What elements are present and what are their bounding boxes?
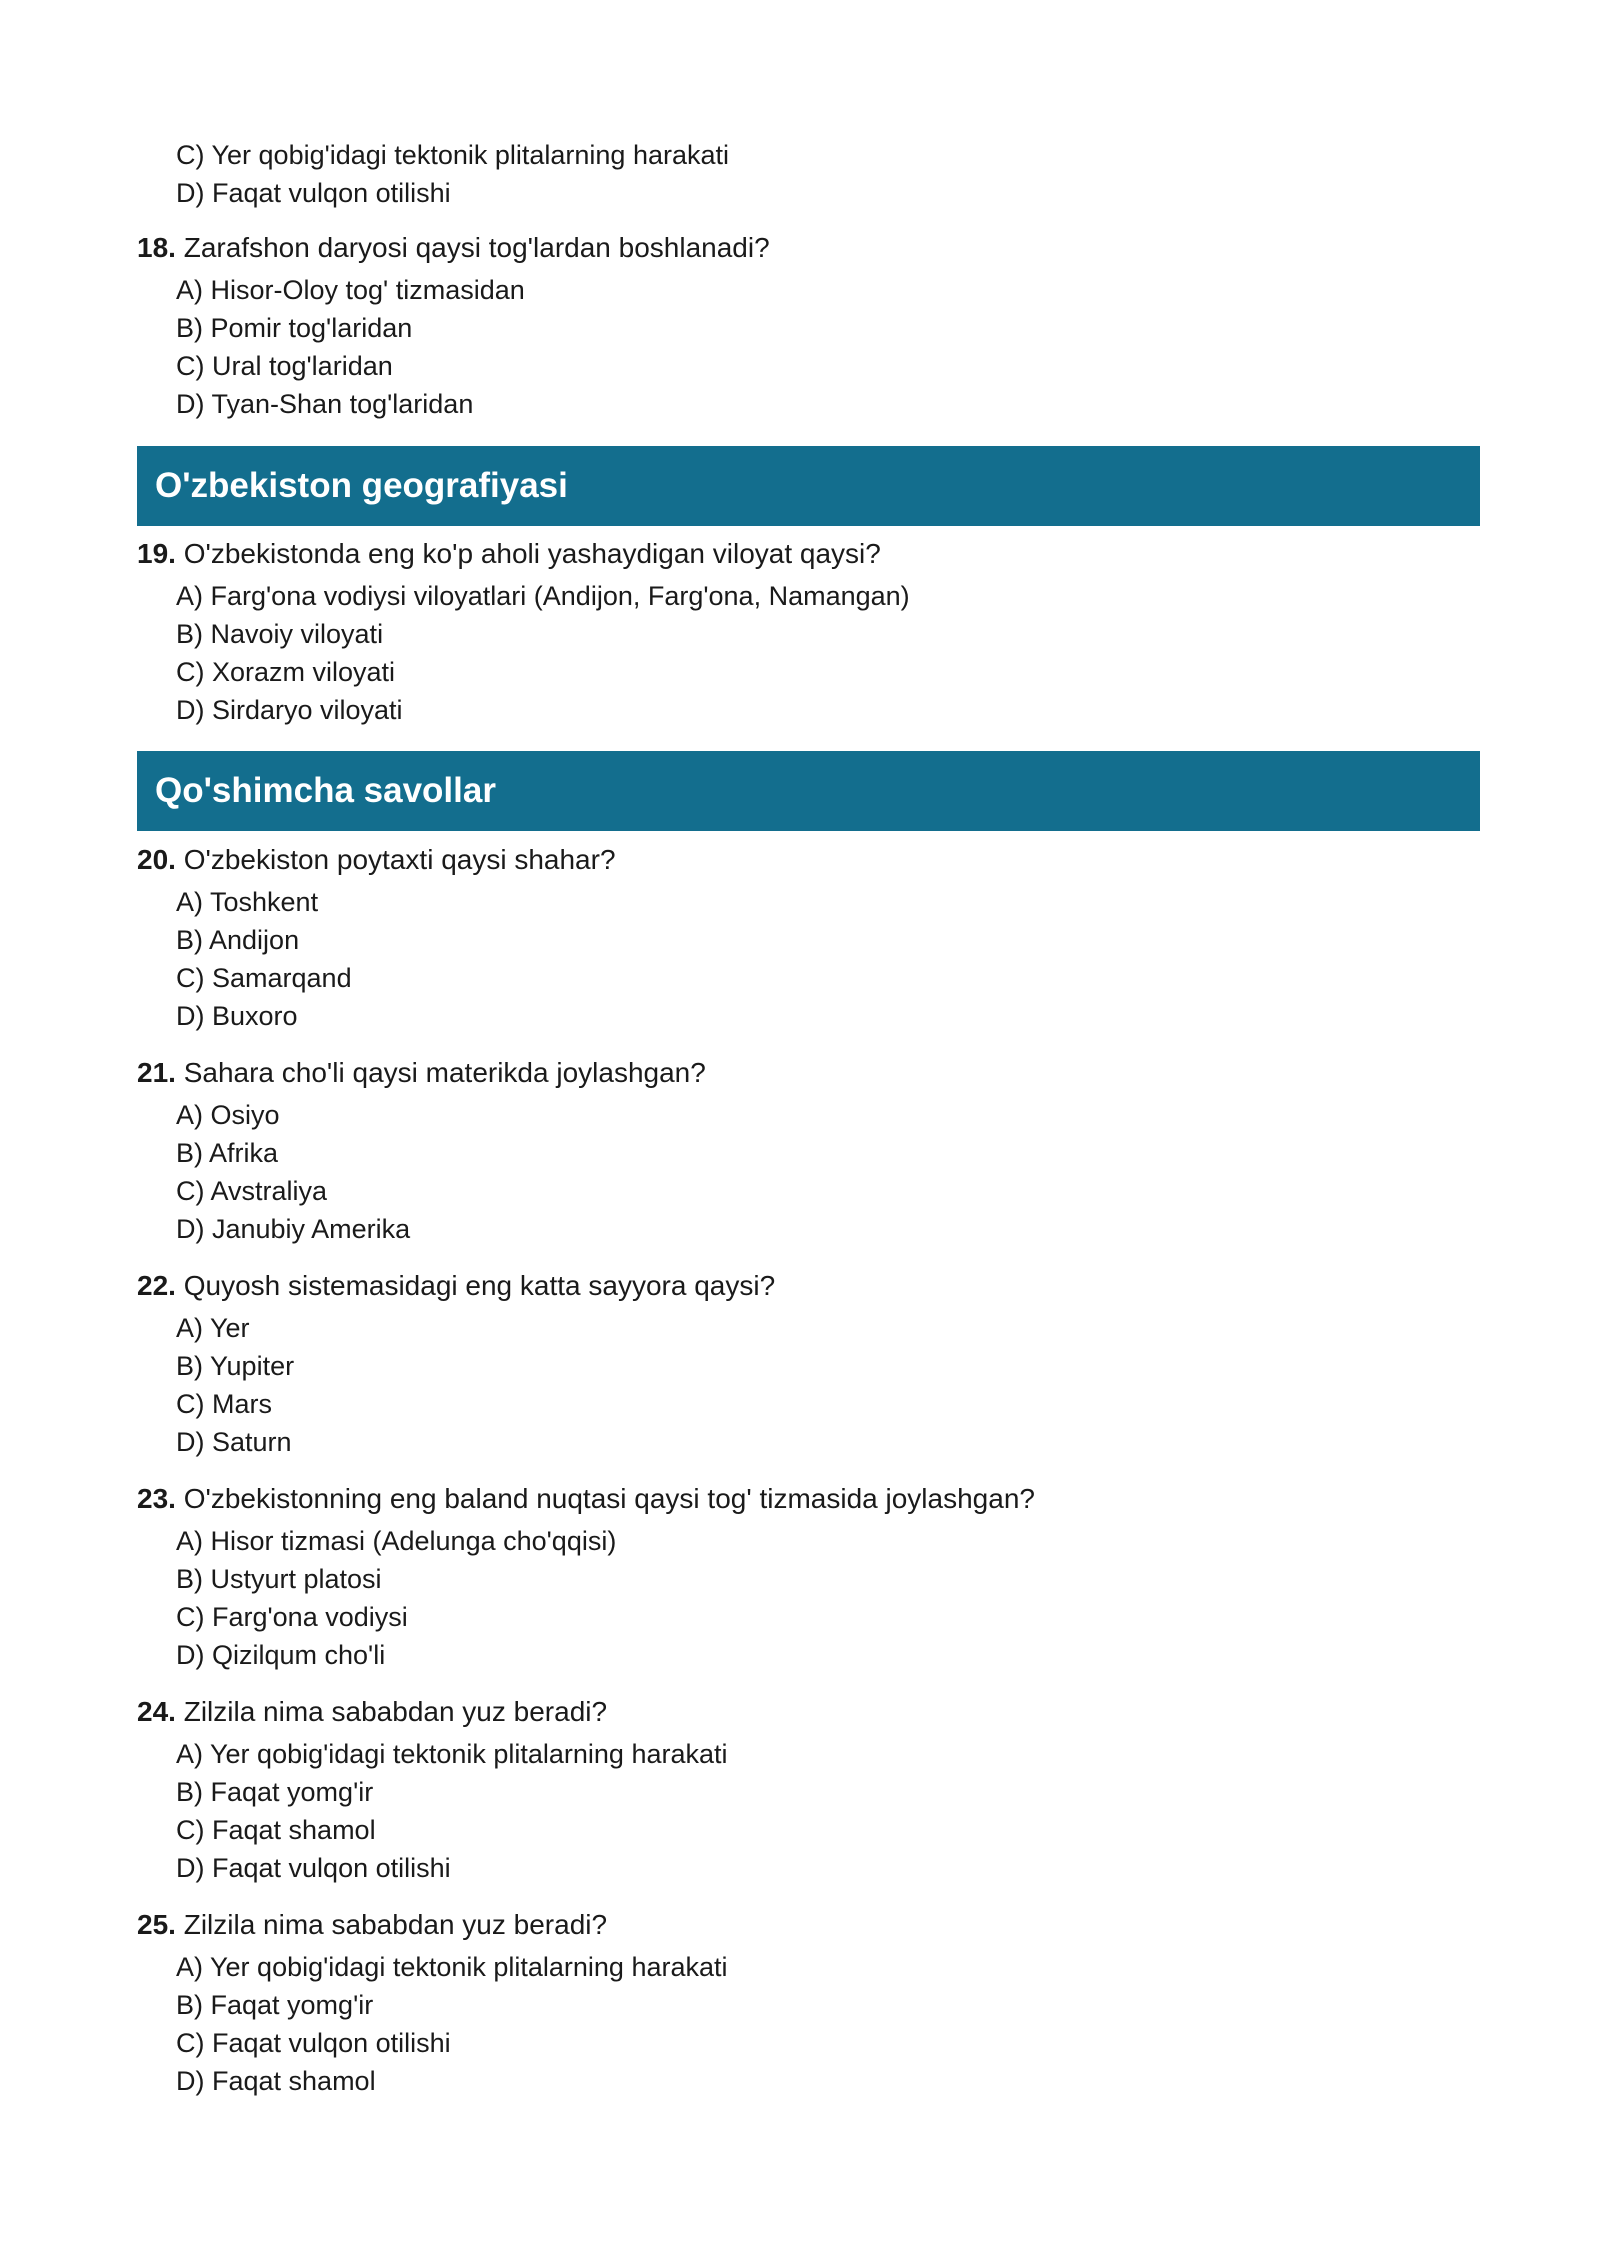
option-d: D) Saturn: [176, 1427, 292, 1457]
option-d: D) Janubiy Amerika: [176, 1214, 411, 1244]
question-title: [137, 1266, 1480, 1306]
option-a: A) Toshkent: [176, 887, 319, 917]
option-a: A) Hisor tizmasi (Adelunga cho'qqisi): [176, 1526, 617, 1556]
question-18: [137, 228, 1480, 423]
option-c: C) Mars: [176, 1389, 272, 1419]
option-a: A) Yer: [176, 1313, 250, 1343]
option-c: C) Avstraliya: [176, 1176, 328, 1206]
option-b: B) Faqat yomg'ir: [176, 1777, 374, 1807]
section-header-additional: Qo'shimcha savollar: [137, 751, 1480, 831]
question-text: Zilzila nima sababdan yuz beradi?: [183, 1696, 608, 1727]
option-b: B) Ustyurt platosi: [176, 1564, 382, 1594]
question-20: [137, 840, 1480, 1035]
option-c: C) Faqat shamol: [176, 1815, 376, 1845]
option-b: B) Andijon: [176, 925, 300, 955]
question-21: [137, 1053, 1480, 1248]
option-c: C) Samarqand: [176, 963, 352, 993]
question-number: 19.: [137, 538, 176, 569]
option-d: D) Faqat vulqon otilishi: [176, 178, 451, 208]
question-25: [137, 1905, 1480, 2100]
question-19: [137, 534, 1480, 729]
option-a: A) Osiyo: [176, 1100, 280, 1130]
option-c: C) Farg'ona vodiysi: [176, 1602, 408, 1632]
question-23: [137, 1479, 1480, 1674]
question-22: [137, 1266, 1480, 1461]
question-text: O'zbekistonda eng ko'p aholi yashaydigan viloyat qaysi?: [183, 538, 881, 569]
option-d: D) Tyan-Shan tog'laridan: [176, 389, 474, 419]
option-a: A) Yer qobig'idagi tektonik plitalarning harakati: [176, 1952, 728, 1982]
option-b: B) Pomir tog'laridan: [176, 313, 413, 343]
question-text: Zarafshon daryosi qaysi tog'lardan boshlanadi?: [183, 232, 770, 263]
question-title: [137, 1905, 1480, 1945]
question-title: [137, 1692, 1480, 1732]
question-number: 23.: [137, 1483, 176, 1514]
option-c: C) Ural tog'laridan: [176, 351, 393, 381]
question-24: [137, 1692, 1480, 1887]
option-b: B) Navoiy viloyati: [176, 619, 384, 649]
option-d: D) Sirdaryo viloyati: [176, 695, 403, 725]
option-a: A) Farg'ona vodiysi viloyatlari (Andijon, Farg'ona, Namangan): [176, 581, 910, 611]
question-number: 21.: [137, 1057, 176, 1088]
question-text: Quyosh sistemasidagi eng katta sayyora qaysi?: [183, 1270, 776, 1301]
question-number: 25.: [137, 1909, 176, 1940]
option-d: D) Faqat shamol: [176, 2066, 376, 2096]
option-b: B) Faqat yomg'ir: [176, 1990, 374, 2020]
question-text: Sahara cho'li qaysi materikda joylashgan?: [183, 1057, 706, 1088]
question-title: [137, 228, 1480, 268]
section-header-geography: O'zbekiston geografiyasi: [137, 446, 1480, 526]
question-number: 20.: [137, 844, 176, 875]
question-title: [137, 1479, 1480, 1519]
option-b: B) Yupiter: [176, 1351, 295, 1381]
option-b: B) Afrika: [176, 1138, 279, 1168]
option-a: A) Yer qobig'idagi tektonik plitalarning harakati: [176, 1739, 728, 1769]
option-d: D) Buxoro: [176, 1001, 298, 1031]
question-number: 22.: [137, 1270, 176, 1301]
option-c: C) Faqat vulqon otilishi: [176, 2028, 451, 2058]
option-d: D) Qizilqum cho'li: [176, 1640, 386, 1670]
question-text: O'zbekistonning eng baland nuqtasi qaysi tog' tizmasida joylashgan?: [183, 1483, 1035, 1514]
question-title: [137, 1053, 1480, 1093]
question-title: [137, 840, 1480, 880]
question-text: Zilzila nima sababdan yuz beradi?: [183, 1909, 608, 1940]
option-c: C) Yer qobig'idagi tektonik plitalarning harakati: [176, 140, 729, 170]
question-number: 18.: [137, 232, 176, 263]
question-number: 24.: [137, 1696, 176, 1727]
question-text: O'zbekiston poytaxti qaysi shahar?: [183, 844, 616, 875]
option-a: A) Hisor-Oloy tog' tizmasidan: [176, 275, 525, 305]
option-c: C) Xorazm viloyati: [176, 657, 396, 687]
question-17-continuation: [137, 136, 1480, 212]
option-d: D) Faqat vulqon otilishi: [176, 1853, 451, 1883]
question-title: [137, 534, 1480, 574]
